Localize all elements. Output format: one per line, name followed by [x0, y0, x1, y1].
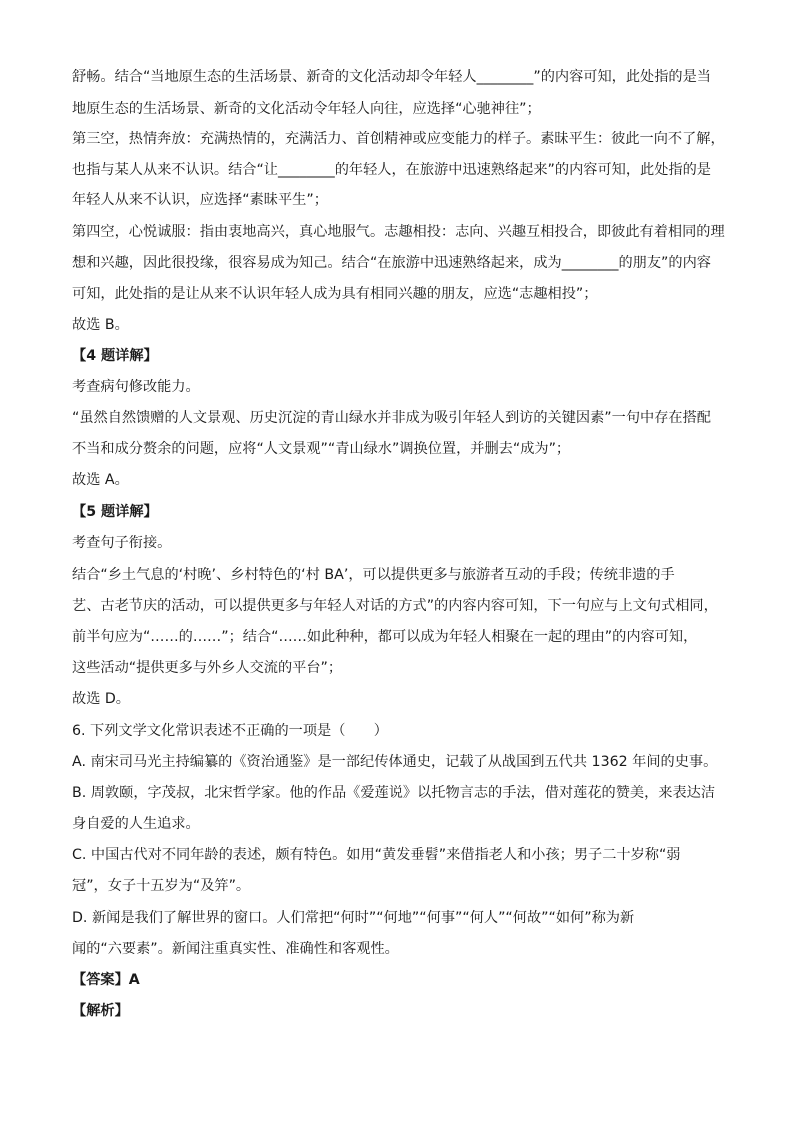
text-line: 身自爱的人生追求。: [72, 816, 200, 832]
analysis-label: 【解析】: [72, 1003, 129, 1019]
text-line: 故选 B。: [72, 317, 129, 333]
text-line: 考查句子衔接。: [72, 535, 172, 551]
option-c: C. 中国古代对不同年龄的表述，颇有特色。如用“黄发垂髫”来借指老人和小孩；男子二十岁称“弱: [72, 847, 681, 863]
option-d: D. 新闻是我们了解世界的窗口。人们常把“何时”“何地”“何事”“何人”“何故”“如何”称为新: [72, 910, 635, 926]
text-line: “虽然自然馈赠的人文景观、历史沉淀的青山绿水并非成为吸引年轻人到访的关键因素”一句中存在搭配: [72, 410, 711, 426]
text-line: 冠”，女子十五岁为“及笄”。: [72, 878, 251, 894]
text-line: 故选 A。: [72, 472, 129, 488]
text-line: 闻的“六要素”。新闻注重真实性、准确性和客观性。: [72, 941, 399, 957]
text-line: 想和兴趣，因此很投缘，很容易成为知己。结合“在旅游中迅速熟络起来，成为________的朋友”的内容: [72, 255, 711, 271]
text-line: 地原生态的生活场景、新奇的文化活动令年轻人向往，应选择“心驰神往”；: [72, 101, 541, 117]
text-line: 也指与某人从来不认识。结合“让________的年轻人，在旅游中迅速熟络起来”的内容可知，此处指的是: [72, 162, 711, 178]
option-a: A. 南宋司马光主持编纂的《资治通鉴》是一部纪传体通史，记载了从战国到五代共 1362 年间的史事。: [72, 754, 718, 770]
text-line: 故选 D。: [72, 691, 130, 707]
text-line: 考查病句修改能力。: [72, 379, 200, 395]
text-line: 第四空，心悦诚服：指由衷地高兴，真心地服气。志趣相投：志向、兴趣互相投合，即彼此有着相同的理: [72, 224, 725, 240]
section-heading: 【4 题详解】: [72, 348, 158, 364]
answer-label: 【答案】A: [72, 972, 140, 988]
text-line: 前半句应为“……的……”；结合“……如此种种，都可以成为年轻人相聚在一起的理由”的内容可知，: [72, 629, 698, 645]
section-heading: 【5 题详解】: [72, 504, 158, 520]
text-line: 第三空，热情奔放：充满热情的，充满活力、首创精神或应变能力的样子。素昧平生：彼此一向不了解，: [72, 131, 725, 147]
text-line: 艺、古老节庆的活动，可以提供更多与年轻人对话的方式”的内容内容可知，下一句应与上文句式相同，: [72, 598, 718, 614]
option-b: B. 周敦颐，字茂叔，北宋哲学家。他的作品《爱莲说》以托物言志的手法，借对莲花的赞美，来表达洁: [72, 785, 716, 801]
question-stem: 6. 下列文学文化常识表述不正确的一项是（ ）: [72, 723, 388, 739]
text-line: 这些活动“提供更多与外乡人交流的平台”；: [72, 660, 343, 676]
text-line: 不当和成分赘余的问题，应将“人文景观”“青山绿水”调换位置，并删去“成为”；: [72, 441, 571, 457]
text-line: 年轻人从来不认识，应选择“素昧平生”；: [72, 192, 328, 208]
text-line: 舒畅。结合“当地原生态的生活场景、新奇的文化活动却令年轻人________”的内容可知，此处指的是当: [72, 69, 711, 85]
text-line: 结合“乡土气息的‘村晚’、乡村特色的‘村 BA’，可以提供更多与旅游者互动的手段；传统非遗的手: [72, 567, 675, 583]
text-line: 可知，此处指的是让从来不认识年轻人成为具有相同兴趣的朋友，应选“志趣相投”；: [72, 286, 598, 302]
